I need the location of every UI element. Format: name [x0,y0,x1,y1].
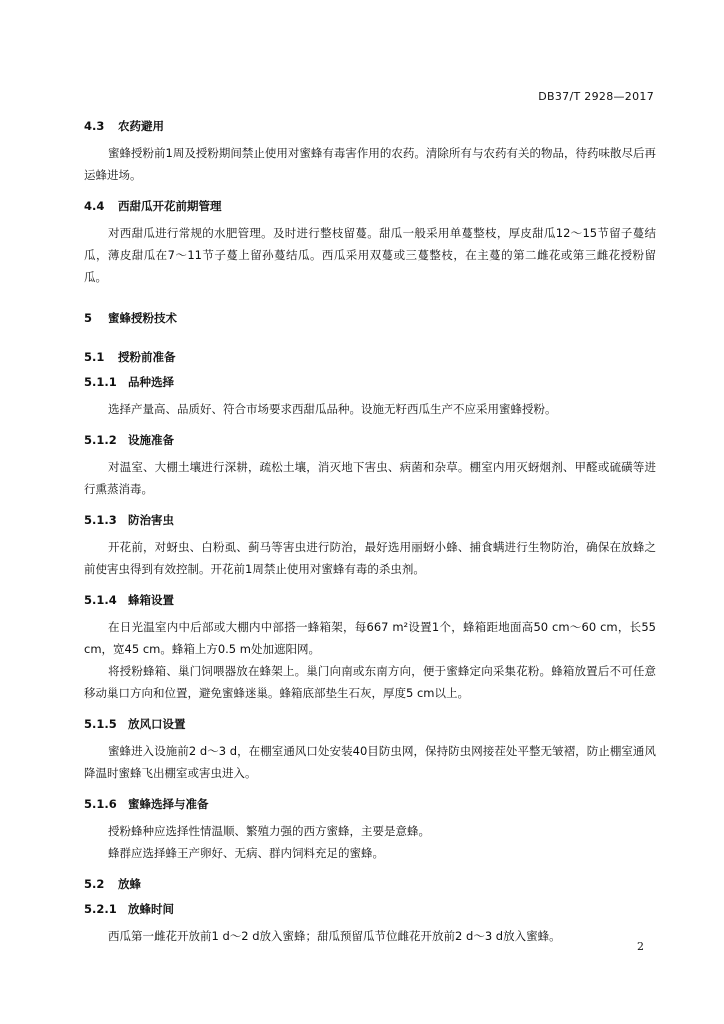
section-number: 5.1.2 [84,433,117,447]
section-title: 授粉前准备 [118,350,176,364]
section-title: 农药避用 [118,119,164,133]
paragraph: 对温室、大棚土壤进行深耕，疏松土壤，消灭地下害虫、病菌和杂草。棚室内用灭蚜烟剂、甲醛或硫磺等进行熏蒸消毒。 [84,460,656,496]
section-number: 5 [84,311,93,325]
section-heading-4-3 [84,117,656,135]
section-title: 放风口设置 [128,717,186,731]
section-title: 防治害虫 [128,513,174,527]
section-number: 5.2 [84,877,105,891]
document-body [84,117,656,947]
section-number: 5.1.1 [84,375,117,389]
paragraph: 蜜蜂进入设施前2 d～3 d，在棚室通风口处安装40目防虫网，保持防虫网接茬处平整无皱褶，防止棚室通风降温时蜜蜂飞出棚室或害虫进入。 [84,744,656,780]
section-title: 品种选择 [128,375,174,389]
section-number: 5.1.5 [84,717,117,731]
section-heading-5-1-2 [84,431,656,449]
section-title: 放蜂 [118,877,141,891]
section-heading-5-2-1 [84,900,656,918]
section-heading-5-2 [84,875,656,893]
paragraph: 授粉蜂种应选择性情温顺、繁殖力强的西方蜜蜂，主要是意蜂。 [108,824,430,838]
paragraph: 选择产量高、品质好、符合市场要求西甜瓜品种。设施无籽西瓜生产不应采用蜜蜂授粉。 [108,402,557,416]
paragraph: 蜂群应选择蜂王产卵好、无病、群内饲料充足的蜜蜂。 [108,846,384,860]
section-heading-5-1-3 [84,511,656,529]
paragraph: 西瓜第一雌花开放前1 d～2 d放入蜜蜂；甜瓜预留瓜节位雌花开放前2 d～3 d放入蜜蜂。 [108,929,561,943]
section-heading-5-1-5 [84,715,656,733]
section-heading-5-1-6 [84,795,656,813]
section-title: 蜂箱设置 [128,593,174,607]
section-title: 蜜蜂授粉技术 [108,311,177,325]
section-title: 蜜蜂选择与准备 [128,797,209,811]
paragraph: 开花前，对蚜虫、白粉虱、蓟马等害虫进行防治，最好选用丽蚜小蜂、捕食螨进行生物防治，确保在放蜂之前使害虫得到有效控制。开花前1周禁止使用对蜜蜂有毒的杀虫剂。 [84,540,656,576]
paragraph: 在日光温室内中后部或大棚内中部搭一蜂箱架，每667 m²设置1个，蜂箱距地面高50 cm～60 cm，长55 cm，宽45 cm。蜂箱上方0.5 m处加遮阳网。 [84,620,656,656]
section-number: 5.2.1 [84,902,117,916]
section-heading-4-4 [84,197,656,215]
paragraph: 对西甜瓜进行常规的水肥管理。及时进行整枝留蔓。甜瓜一般采用单蔓整枝，厚皮甜瓜12～15节留子蔓结瓜，薄皮甜瓜在7～11节子蔓上留孙蔓结瓜。西瓜采用双蔓或三蔓整枝，在主蔓的第二雌花或第三雌花授粉留瓜。 [84,226,656,284]
section-title: 设施准备 [128,433,174,447]
section-heading-5-1-1 [84,373,656,391]
section-heading-5 [84,309,656,327]
section-heading-5-1 [84,348,656,366]
section-number: 5.1.4 [84,593,117,607]
section-number: 5.1.6 [84,797,117,811]
section-title: 西甜瓜开花前期管理 [118,199,222,213]
paragraph: 将授粉蜂箱、巢门饲喂器放在蜂架上。巢门向南或东南方向，便于蜜蜂定向采集花粉。蜂箱放置后不可任意移动巢口方向和位置，避免蜜蜂迷巢。蜂箱底部垫生石灰，厚度5 cm以上。 [84,664,656,700]
section-number: 5.1 [84,350,105,364]
section-title: 放蜂时间 [128,902,174,916]
section-number: 4.3 [84,119,105,133]
paragraph: 蜜蜂授粉前1周及授粉期间禁止使用对蜜蜂有毒害作用的农药。清除所有与农药有关的物品，待药味散尽后再运蜂进场。 [84,146,656,182]
section-number: 4.4 [84,199,105,213]
section-number: 5.1.3 [84,513,117,527]
page-number: 2 [637,940,644,953]
document-code: DB37/T 2928—2017 [538,90,654,103]
section-heading-5-1-4 [84,591,656,609]
